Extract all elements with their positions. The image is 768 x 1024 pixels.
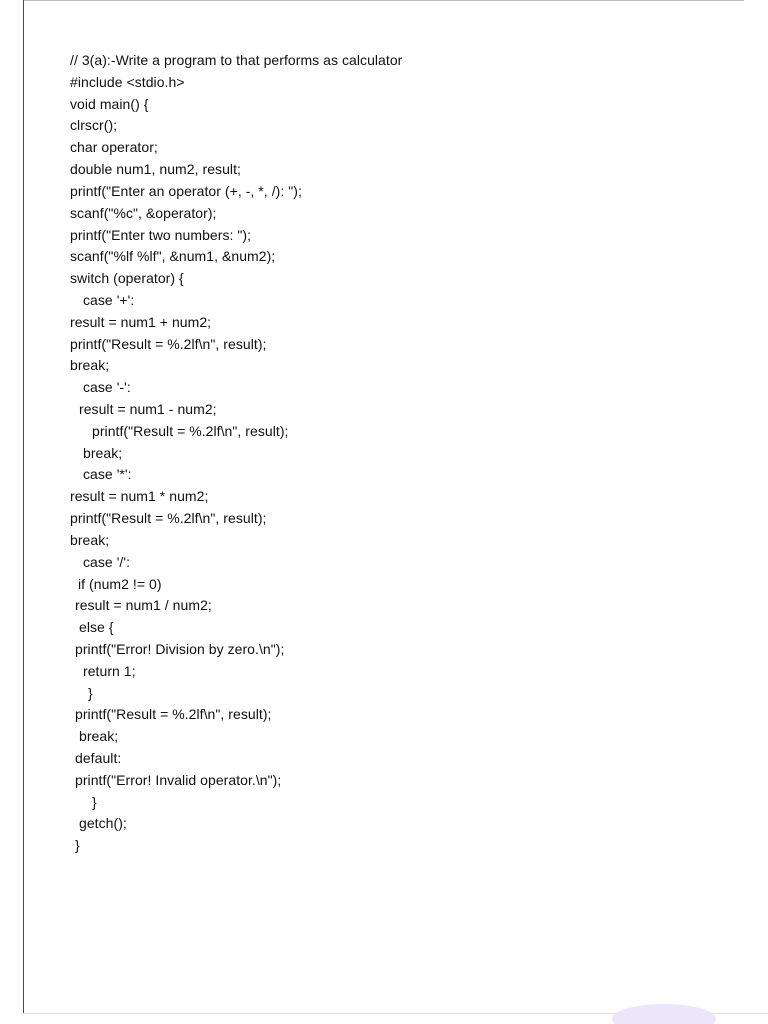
code-line: break; bbox=[83, 444, 123, 461]
code-line: getch(); bbox=[79, 815, 127, 832]
code-line: printf("Result = %.2lf\n", result); bbox=[70, 510, 267, 527]
code-line: printf("Result = %.2lf\n", result); bbox=[70, 335, 267, 352]
code-line: scanf("%c", &operator); bbox=[70, 204, 217, 221]
code-line: } bbox=[75, 837, 80, 854]
code-line: if (num2 != 0) bbox=[78, 575, 162, 592]
code-line: default: bbox=[75, 750, 122, 766]
code-line: break; bbox=[79, 728, 119, 745]
code-line: result = num1 + num2; bbox=[70, 313, 212, 330]
code-line: result = num1 / num2; bbox=[75, 597, 212, 614]
code-line: printf("Enter two numbers: "); bbox=[70, 226, 252, 243]
code-line: } bbox=[92, 793, 97, 810]
code-line: char operator; bbox=[70, 139, 158, 156]
code-line: } bbox=[88, 684, 93, 701]
code-line: case '-': bbox=[83, 379, 131, 396]
code-line: else { bbox=[79, 619, 114, 636]
code-line: printf("Error! Invalid operator.\n"); bbox=[75, 771, 282, 788]
code-line: break; bbox=[70, 531, 110, 548]
code-line: break; bbox=[70, 357, 110, 374]
top-border bbox=[24, 0, 744, 1]
code-line: return 1; bbox=[83, 662, 136, 679]
code-line: #include <stdio.h> bbox=[70, 73, 185, 90]
code-line: double num1, num2, result; bbox=[70, 161, 241, 178]
code-line: clrscr(); bbox=[70, 117, 118, 134]
code-line: printf("Error! Division by zero.\n"); bbox=[75, 640, 285, 657]
code-line: result = num1 * num2; bbox=[70, 488, 209, 505]
code-line: case '/': bbox=[83, 553, 131, 570]
code-listing bbox=[70, 50, 730, 857]
code-line: scanf("%lf %lf", &num1, &num2); bbox=[70, 248, 276, 265]
floating-action-shadow bbox=[612, 1004, 716, 1024]
code-line: case '*': bbox=[83, 466, 132, 483]
page-left-edge bbox=[23, 0, 24, 1014]
code-line: printf("Result = %.2lf\n", result); bbox=[92, 422, 289, 439]
code-line: void main() { bbox=[70, 95, 149, 112]
code-line: result = num1 - num2; bbox=[79, 401, 217, 417]
code-line: case '+': bbox=[83, 291, 135, 308]
code-line: printf("Enter an operator (+, -, *, /): "); bbox=[70, 182, 302, 199]
code-line: printf("Result = %.2lf\n", result); bbox=[75, 706, 272, 723]
code-line: // 3(a):-Write a program to that performs as calculator bbox=[70, 52, 403, 68]
code-line: switch (operator) { bbox=[70, 270, 184, 287]
